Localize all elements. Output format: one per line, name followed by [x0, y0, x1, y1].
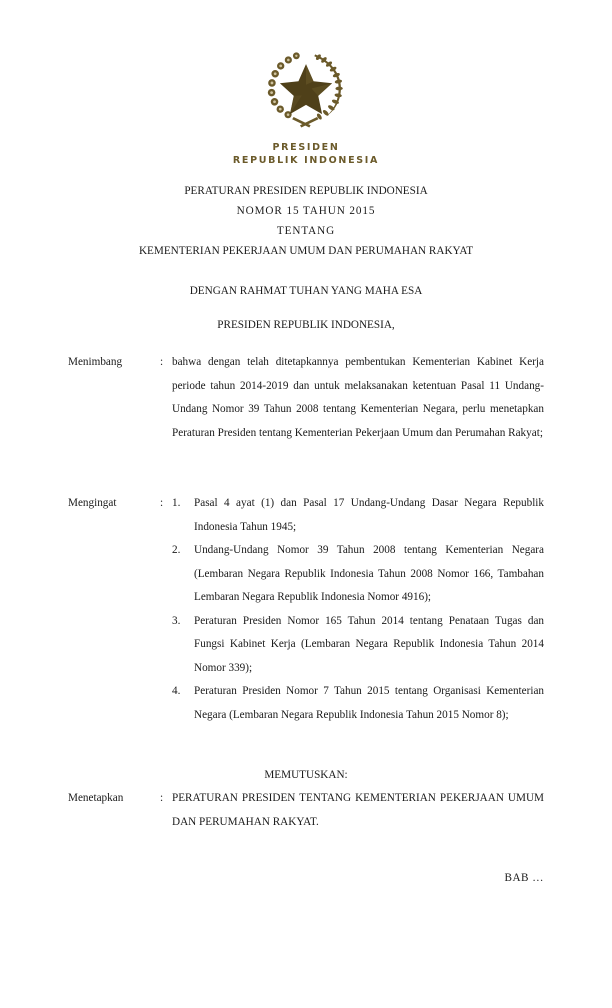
emblem-caption: [0, 142, 612, 167]
menimbang-colon: :: [160, 356, 164, 368]
preamble-blessing: DENGAN RAHMAT TUHAN YANG MAHA ESA: [189, 285, 423, 297]
title-line-tentang: TENTANG: [276, 225, 336, 237]
list-item-text: Peraturan Presiden Nomor 7 Tahun 2015 tentang Organisasi Kementerian Negara (Lembaran Negara Republik Indonesia Tahun 2015 Nomor 8);: [194, 685, 544, 721]
menetapkan-body: [172, 787, 544, 834]
page-footer: [0, 872, 544, 884]
mengingat-label: Mengingat: [68, 497, 117, 509]
list-item-number: 2.: [172, 544, 181, 556]
title-line-number: NOMOR 15 TAHUN 2015: [236, 205, 376, 217]
list-item: [172, 610, 544, 681]
preamble-authority: PRESIDEN REPUBLIK INDONESIA,: [217, 319, 395, 331]
emblem-caption-line-1: PRESIDEN: [272, 142, 340, 153]
decision-heading: MEMUTUSKAN:: [264, 769, 348, 781]
mengingat-colon: :: [160, 497, 164, 509]
title-line-subject: KEMENTERIAN PEKERJAAN UMUM DAN PERUMAHAN RAKYAT: [138, 245, 474, 257]
menetapkan-text: PERATURAN PRESIDEN TENTANG KEMENTERIAN PEKERJAAN UMUM DAN PERUMAHAN RAKYAT.: [172, 792, 544, 828]
list-item-text: Undang-Undang Nomor 39 Tahun 2008 tentang Kementerian Negara (Lembaran Negara Republik Indonesia Tahun 2008 Nomor 166, Tambahan Lembaran Negara Republik Indonesia Nomor 4916);: [194, 544, 544, 603]
document-title-block: [0, 181, 612, 261]
list-item: [172, 539, 544, 610]
emblem-caption-line-2: REPUBLIK INDONESIA: [232, 154, 380, 166]
list-item-text: Pasal 4 ayat (1) dan Pasal 17 Undang-Undang Dasar Negara Republik Indonesia Tahun 1945;: [194, 497, 544, 533]
indonesian-presidential-seal-icon: [260, 42, 352, 134]
list-item-number: 4.: [172, 685, 181, 697]
list-item: [172, 680, 544, 727]
list-item: [172, 492, 544, 539]
mengingat-list: [172, 492, 544, 727]
emblem-block: [0, 42, 612, 167]
list-item-number: 1.: [172, 497, 181, 509]
title-line-regulation: PERATURAN PRESIDEN REPUBLIK INDONESIA: [184, 185, 428, 197]
list-item-number: 3.: [172, 614, 181, 627]
menimbang-body: [172, 351, 544, 445]
menimbang-label: Menimbang: [68, 356, 123, 368]
clause-menimbang: [68, 351, 544, 445]
continuation-marker: BAB …: [504, 872, 544, 884]
clause-menetapkan: [68, 787, 544, 834]
list-item-text: Peraturan Presiden Nomor 165 Tahun 2014 tentang Penataan Tugas dan Fungsi Kabinet Kerja (Lembaran Negara Republik Indonesia Tahun 2014 Nomor 339);: [194, 614, 544, 674]
menimbang-text: bahwa dengan telah ditetapkannya pembentukan Kementerian Kabinet Kerja periode tahun 2014-2019 dan untuk melaksanakan ketentuan Pasal 11 Undang-Undang Nomor 39 Tahun 2008 tentang Kementerian Negara, perlu menetapkan Peraturan Presiden tentang Kementerian Pekerjaan Umum dan Perumahan Rakyat;: [172, 356, 544, 439]
mengingat-body: [172, 492, 544, 727]
clause-mengingat: [68, 492, 544, 727]
menetapkan-label: Menetapkan: [68, 792, 124, 804]
menetapkan-colon: :: [160, 792, 164, 804]
